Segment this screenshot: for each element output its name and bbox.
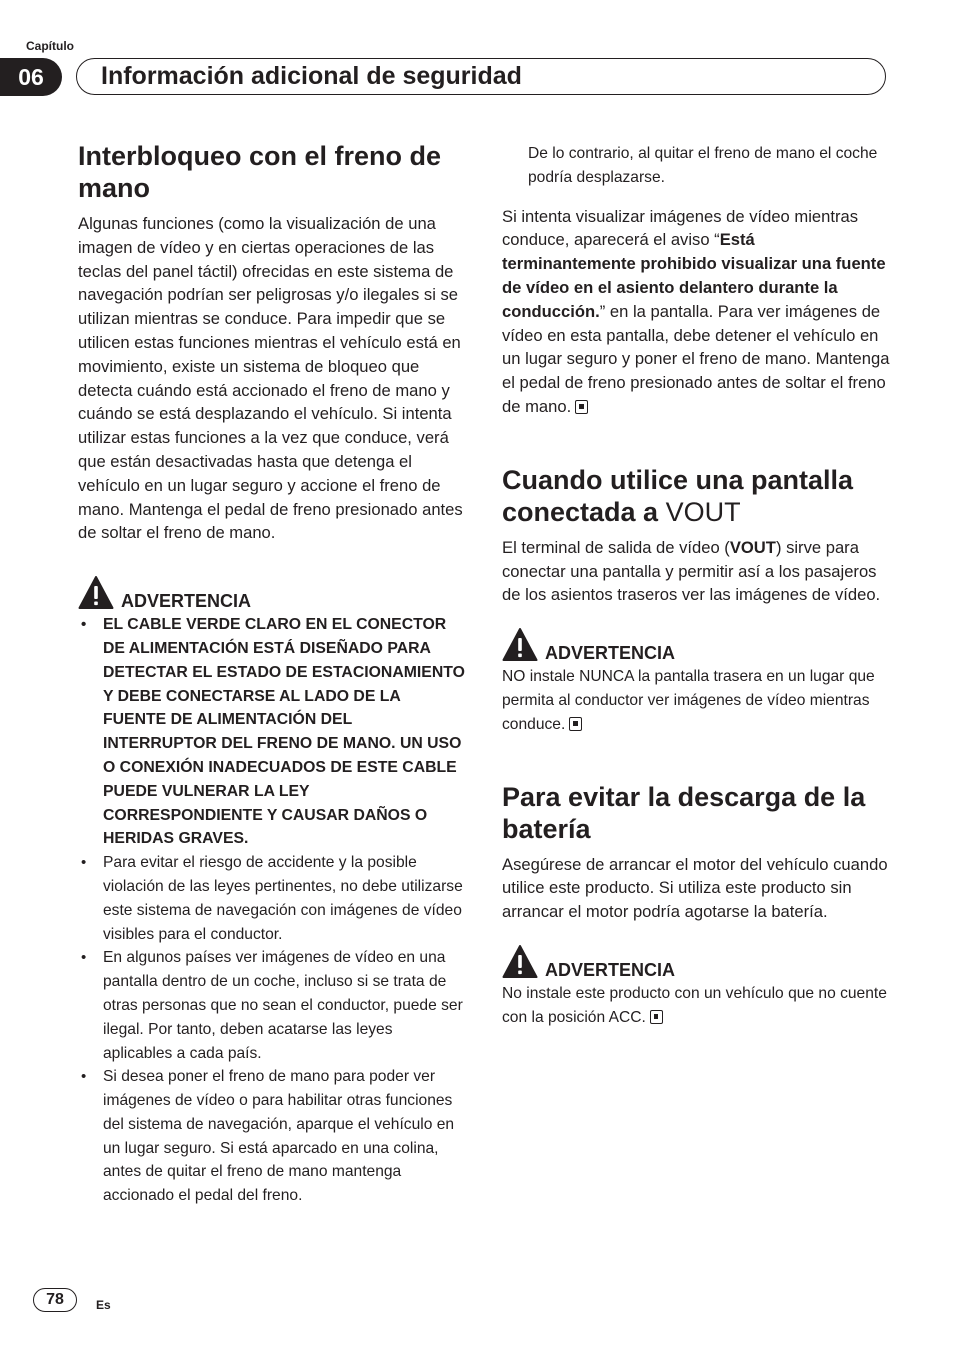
right-column: [502, 142, 890, 1030]
list-item: • EL CABLE VERDE CLARO EN EL CONECTOR DE ALIMENTACIÓN ESTÁ DISEÑADO PARA DETECTAR EL ESTADO DE ESTACIONAMIENTO Y DEBE CONECTARSE AL LADO DE LA FUENTE DE ALIMENTACIÓN DEL INTERRUPTOR DEL FRENO DE MANO. UN USO O CONEXIÓN INADECUADOS DE ESTE CABLE PUEDE VULNERAR LA LEY CORRESPONDIENTE Y CAUSAR DAÑOS O HERIDAS GRAVES.: [78, 613, 466, 851]
warning-header: [502, 627, 890, 663]
section-title-battery: Para evitar la descarga de la batería: [502, 781, 866, 844]
page-number: 78: [33, 1288, 77, 1312]
section-end-icon: [575, 400, 588, 414]
battery-warning-text: [502, 982, 890, 1030]
list-item: • Si desea poner el freno de mano para poder ver imágenes de vídeo o para habilitar otras funciones del sistema de navegación, aparque el vehículo en un lugar seguro. Si está aparcado en una colina, antes de quitar el freno de mano mantenga accionado el pedal del freno.: [78, 1065, 466, 1208]
warning-text: No instale este producto con un vehículo que no cuente con la posición ACC.: [502, 984, 887, 1026]
warning-triangle-icon: [502, 627, 538, 663]
battery-body: Asegúrese de arrancar el motor del vehículo cuando utilice este producto. Si utiliza este producto sin arrancar el motor podría agotarse la batería.: [502, 854, 888, 922]
body-text: El terminal de salida de vídeo (: [502, 537, 730, 557]
vout-warning-text: [502, 665, 890, 736]
section-end-icon: [569, 717, 582, 731]
warning-label: ADVERTENCIA: [545, 959, 676, 980]
para-text: ” en la pantalla. Para ver imágenes de vídeo en esta pantalla, debe detener el vehículo en un lugar seguro y poner el freno de mano. Mantenga el pedal de freno presionado antes de soltar el freno de mano.: [502, 301, 890, 416]
warning-triangle-icon: [502, 944, 538, 980]
warning-triangle-icon: [78, 575, 114, 611]
list-item: • Para evitar el riesgo de accidente y la posible violación de las leyes pertinentes, no debe utilizarse este sistema de navegación con imágenes de vídeo visibles para el conductor.: [78, 851, 466, 946]
chapter-title: Información adicional de seguridad: [76, 58, 886, 95]
handbrake-warning-paragraph: [502, 205, 890, 419]
warning-header: [502, 944, 890, 980]
warning-list: [78, 613, 466, 1208]
warning-text: NO instale NUNCA la pantalla trasera en un lugar que permita al conductor ver imágenes de vídeo mientras conduce.: [502, 668, 875, 733]
list-item: • En algunos países ver imágenes de vídeo en una pantalla dentro de un coche, incluso si se trata de otras personas que no sean el conductor, puede ser ilegal. Por tanto, deben acatarse las leyes aplicables a cada país.: [78, 946, 466, 1065]
title-vout: VOUT: [665, 496, 741, 527]
continued-bullet-text: De lo contrario, al quitar el freno de mano el coche podría desplazarse.: [528, 145, 878, 186]
left-column: [78, 140, 466, 1208]
section-end-icon: [650, 1010, 663, 1024]
body-text: ) sirve para conectar una pantalla y permitir así a los pasajeros de los asientos traseros ver las imágenes de vídeo.: [502, 537, 881, 605]
para-text: Si intenta visualizar imágenes de vídeo mientras conduce, aparecerá el aviso “: [502, 206, 859, 250]
warning-header: [78, 575, 466, 611]
chapter-label: Capítulo: [26, 39, 74, 53]
vout-body: [502, 536, 890, 607]
vout-term: VOUT: [729, 537, 776, 557]
title-text: Cuando utilice una pantalla conectada a: [502, 464, 854, 527]
section-title-vout: [502, 464, 890, 528]
warning-label: ADVERTENCIA: [545, 643, 676, 664]
warning-label: ADVERTENCIA: [121, 591, 252, 612]
prohibited-message: Está terminantemente prohibido visualizar una fuente de vídeo en el asiento delantero durante la conducción.: [502, 230, 886, 321]
language-code: Es: [96, 1298, 111, 1312]
chapter-number-badge: 06: [0, 58, 62, 96]
section-title-handbrake: Interbloqueo con el freno de mano: [78, 141, 442, 203]
handbrake-body: Algunas funciones (como la visualización de una imagen de vídeo y en ciertas operaciones de las teclas del panel táctil) ofrecidas en este sistema de navegación podrían ser peligrosas y/o ilegales si se utilizan mientras se conduce. Para impedir que se utilicen estas funciones mientras el vehículo está en movimiento, existe un sistema de bloqueo que detecta cuándo está accionado el freno de mano y cuándo se está desplazando el vehículo. Si intenta utilizar estas funciones a la vez que conduce, verá que están desactivadas hasta que detenga el vehículo en un lugar seguro y accione el freno de mano. Mantenga el pedal de freno presionado antes de soltar el freno de mano.: [78, 214, 463, 543]
